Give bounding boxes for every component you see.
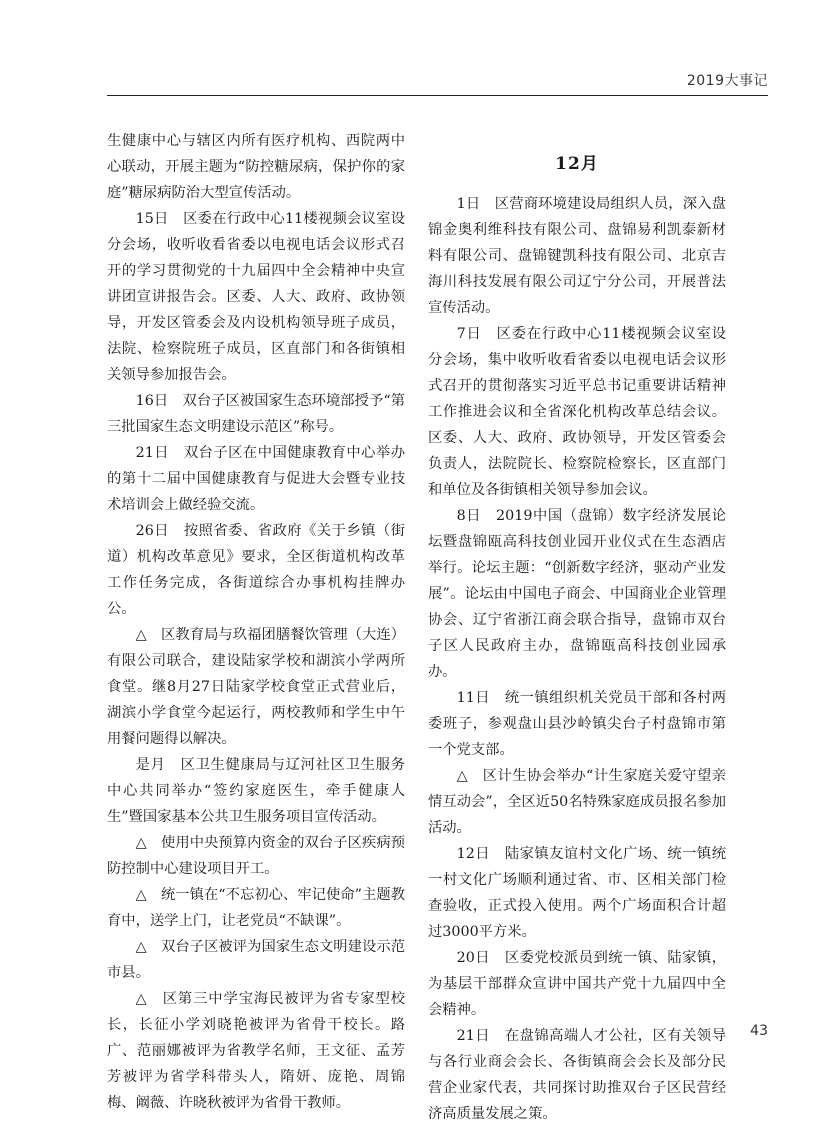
left-column: [107, 128, 405, 1116]
left-paragraph-10: △ 双台子区被评为国家生态文明建设示范市县。: [107, 939, 405, 981]
right-paragraph-5: △ 区计生协会举办“计生家庭关爱守望亲情互动会”，全区近50名特殊家庭成员报名参加活动。: [428, 768, 726, 836]
left-paragraph-7: 是月 区卫生健康局与辽河社区卫生服务中心共同举办“签约家庭医生，牵手健康人生”暨国家基本公共卫生服务项目宣传活动。: [107, 757, 405, 825]
right-column: [428, 128, 726, 1127]
running-header-title: 2019大事记: [686, 73, 768, 89]
header-rule: [107, 95, 768, 96]
left-paragraph-11: △ 区第三中学宝海民被评为省专家型校长，长征小学刘晓艳被评为省骨干校长。路广、范丽娜被评为省教学名师，王文征、孟芳芳被评为省学科带头人，隋妍、庞艳、周锦梅、阚薇、许晓秋被评为省骨干教师。: [107, 991, 405, 1111]
left-paragraph-5: 26日 按照省委、省政府《关于乡镇（街道）机构改革意见》要求，全区街道机构改革工作任务完成，各街道综合办事机构挂牌办公。: [107, 523, 405, 617]
right-paragraph-4: 11日 统一镇组织机关党员干部和各村两委班子，参观盘山县沙岭镇尖台子村盘锦市第一个党支部。: [428, 690, 726, 758]
left-paragraph-4: 21日 双台子区在中国健康教育中心举办的第十二届中国健康教育与促进大会暨专业技术培训会上做经验交流。: [107, 445, 405, 513]
right-paragraph-8: 21日 在盘锦高端人才公社，区有关领导与各行业商会会长、各街镇商会会长及部分民营企业家代表，共同探讨助推双台子区民营经济高质量发展之策。: [428, 1028, 726, 1122]
right-paragraph-1: 1日 区营商环境建设局组织人员，深入盘锦金奥利维科技有限公司、盘锦易利凯泰新材料有限公司、盘锦键凯科技有限公司、北京吉海川科技发展有限公司辽宁分公司，开展普法宣传活动。: [428, 196, 726, 316]
left-paragraph-2: 15日 区委在行政中心11楼视频会议室设分会场，收听收看省委以电视电话会议形式召开的学习贯彻党的十九届四中全会精神中央宣讲团宣讲报告会。区委、人大、政府、政协领导，开发区管委会及内设机构领导班子成员，法院、检察院班子成员，区直部门和各街镇相关领导参加报告会。: [107, 211, 405, 383]
left-paragraph-6: △ 区教育局与玖福团膳餐饮管理（大连）有限公司联合，建设陆家学校和湖滨小学两所食堂。继8月27日陆家学校食堂正式营业后，湖滨小学食堂今起运行，两校教师和学生中午用餐问题得以解决。: [107, 627, 405, 747]
left-paragraph-1: 生健康中心与辖区内所有医疗机构、西院两中心联动，开展主题为“防控糖尿病，保护你的家庭”糖尿病防治大型宣传活动。: [107, 133, 405, 201]
right-paragraph-3: 8日 2019中国（盘锦）数字经济发展论坛暨盘锦瓯高科技创业园开业仪式在生态酒店举行。论坛主题：“创新数字经济，驱动产业发展”。论坛由中国电子商会、中国商业企业管理协会、辽宁省浙江商会联合指导，盘锦市双台子区人民政府主办，盘锦瓯高科技创业园承办。: [428, 508, 726, 680]
right-paragraph-7: 20日 区委党校派员到统一镇、陆家镇，为基层干部群众宣讲中国共产党十九届四中全会精神。: [428, 950, 726, 1018]
month-heading: 12月: [555, 154, 599, 174]
right-paragraph-2: 7日 区委在行政中心11楼视频会议室设分会场，集中收听收看省委以电视电话会议形式召开的贯彻落实习近平总书记重要讲话精神工作推进会议和全省深化机构改革总结会议。区委、人大、政府、政协领导，开发区管委会负责人，法院院长、检察院检察长，区直部门和单位及各街镇相关领导参加会议。: [428, 326, 726, 498]
page-number: 43: [750, 1023, 768, 1039]
right-paragraph-6: 12日 陆家镇友谊村文化广场、统一镇统一村文化广场顺利通过省、市、区相关部门检查验收，正式投入使用。两个广场面积合计超过3000平方米。: [428, 846, 726, 940]
left-paragraph-8: △ 使用中央预算内资金的双台子区疾病预防控制中心建设项目开工。: [107, 835, 405, 877]
left-paragraph-9: △ 统一镇在“不忘初心、牢记使命”主题教育中，送学上门，让老党员“不缺课”。: [107, 887, 405, 929]
left-paragraph-3: 16日 双台子区被国家生态环境部授予“第三批国家生态文明建设示范区”称号。: [107, 393, 405, 435]
